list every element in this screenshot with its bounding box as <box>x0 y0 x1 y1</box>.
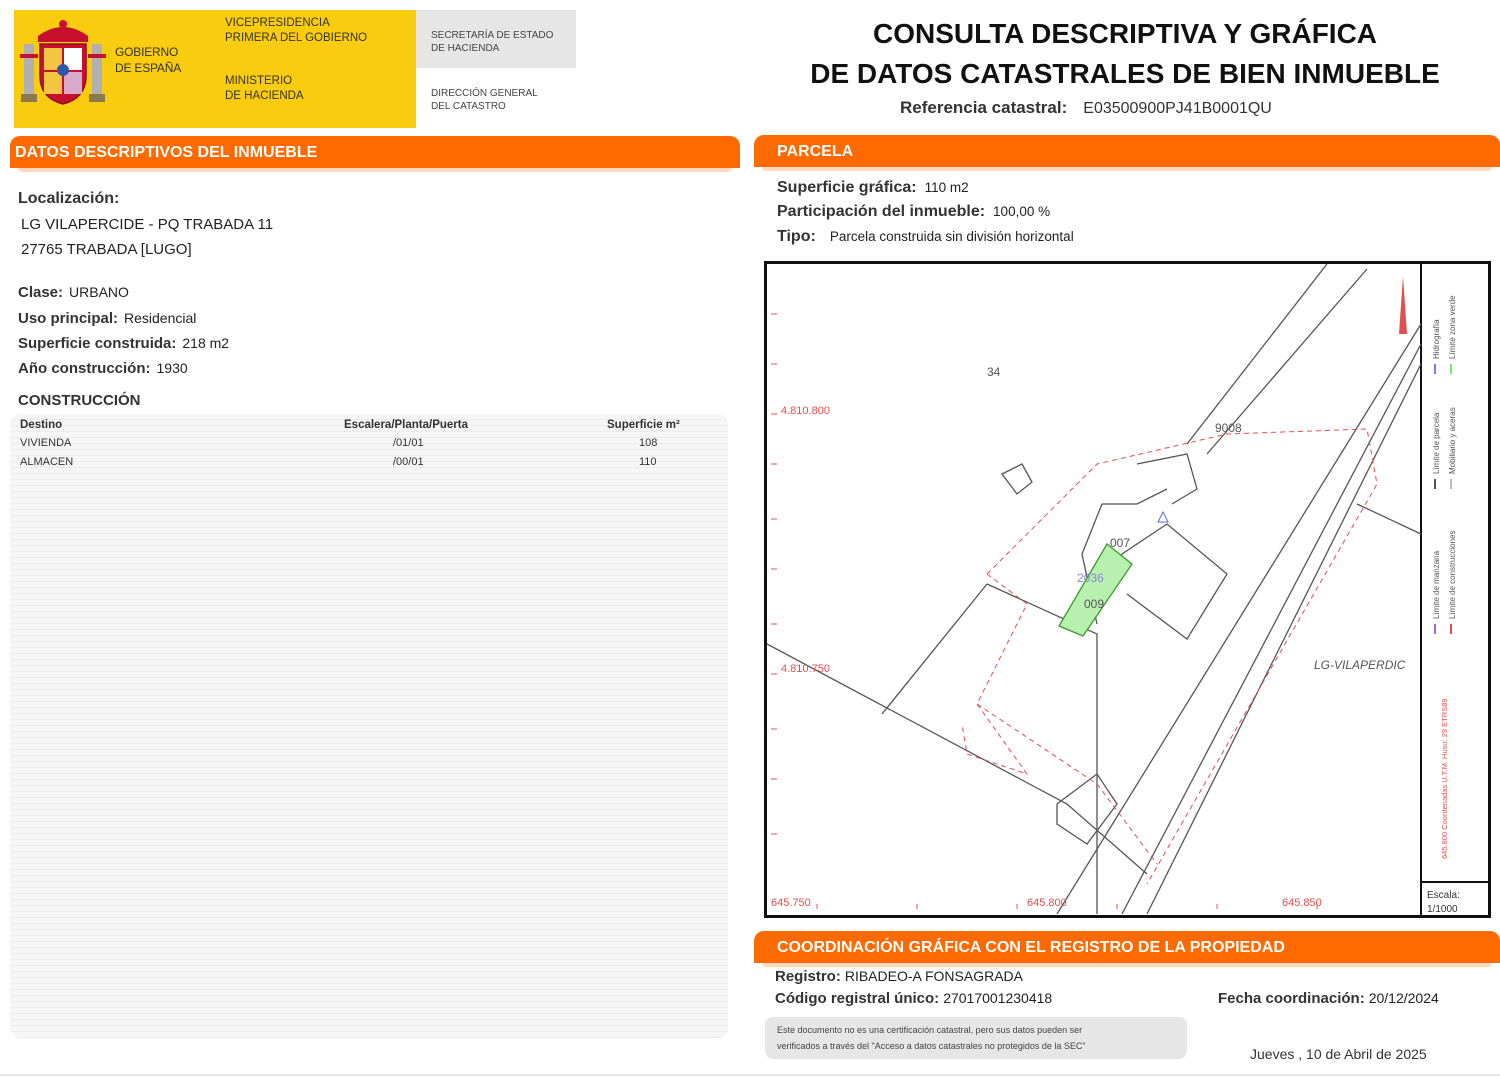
coordination-date-field: Fecha coordinación: 20/12/2024 <box>1218 990 1439 1007</box>
map-label: LG-VILAPERDIC <box>1314 658 1406 672</box>
legend-item: Mobiliario y aceras <box>1448 407 1457 474</box>
table-cell: VIVIENDA <box>20 437 72 449</box>
document-date: Jueves , 10 de Abril de 2025 <box>1250 1046 1427 1062</box>
coat-of-arms-icon <box>18 14 108 109</box>
registry-section-header: COORDINACIÓN GRÁFICA CON EL REGISTRO DE LA PROPIEDAD <box>754 931 1500 963</box>
registry-field: Registro: RIBADEO-A FONSAGRADA <box>775 968 1023 985</box>
coord-label: 645.750 <box>771 897 811 909</box>
cadastral-plan <box>767 264 1488 915</box>
scale-value: 1/1000 <box>1427 904 1458 915</box>
page-title: CONSULTA DESCRIPTIVA Y GRÁFICA DE DATOS CATASTRALES DE BIEN INMUEBLE <box>810 18 1440 89</box>
built-area-field: Superficie construida: 218 m2 <box>18 335 230 352</box>
parcel-section-header: PARCELA <box>754 135 1500 167</box>
table-cell: /01/01 <box>393 437 424 449</box>
coord-label: 645.850 <box>1282 897 1322 909</box>
legend-item: Límite de construcciones <box>1448 530 1457 619</box>
table-header-destino: Destino <box>20 419 63 431</box>
construction-title: CONSTRUCCIÓN <box>18 392 141 409</box>
table-header-area: Superficie m² <box>607 419 680 431</box>
map-label: 009 <box>1084 597 1105 611</box>
legend-item: Límite zona verde <box>1448 295 1457 359</box>
location-label: Localización: <box>18 190 120 207</box>
table-header-floor: Escalera/Planta/Puerta <box>344 419 469 431</box>
construction-year-field: Año construcción: 1930 <box>18 360 188 377</box>
main-use-field: Uso principal: Residencial <box>18 310 197 327</box>
north-arrow-icon <box>1399 276 1407 334</box>
legend-item: Hidrografía <box>1432 319 1441 359</box>
map-label: 34 <box>987 365 1001 379</box>
marker-icon <box>1158 512 1168 522</box>
table-cell: 110 <box>639 456 657 468</box>
descriptive-section-header: DATOS DESCRIPTIVOS DEL INMUEBLE <box>10 136 740 168</box>
participation-field: Participación del inmueble: 100,00 % <box>777 203 1051 220</box>
coord-label: 4.810.750 <box>781 663 830 675</box>
parcel-type-field: Tipo: Parcela construida sin división horizontal <box>777 228 1074 245</box>
ministry-name: MINISTERIO DE HACIENDA <box>225 75 304 102</box>
secretariat-name: SECRETARÍA DE ESTADO DE HACIENDA <box>431 30 554 54</box>
map-label: 007 <box>1110 536 1131 550</box>
location-address: LG VILAPERCIDE - PQ TRABADA 11 <box>21 216 274 233</box>
table-cell: 108 <box>639 437 658 449</box>
construction-table <box>10 414 728 1038</box>
cadastral-reference: Referencia catastral: E03500900PJ41B0001QU <box>900 98 1272 117</box>
registry-code-field: Código registral único: 27017001230418 <box>775 990 1053 1007</box>
legend-item: Límite de parcela <box>1432 412 1441 474</box>
location-city: 27765 TRABADA [LUGO] <box>21 241 192 258</box>
map-label: 9008 <box>1215 421 1242 435</box>
divider <box>0 1074 1500 1076</box>
coord-label: 4.810.800 <box>781 405 830 417</box>
verification-notice: Este documento no es una certificación catastral, pero sus datos pueden ser verificados a través del "Acceso a datos catastrales no protegidos de la SEC" <box>765 1017 1187 1059</box>
map-label: 2036 <box>1077 571 1104 585</box>
directorate-name: DIRECCIÓN GENERAL DEL CATASTRO <box>431 88 538 112</box>
table-cell: /00/01 <box>393 456 424 468</box>
graphic-area-field: Superficie gráfica: 110 m2 <box>777 179 969 196</box>
government-name: GOBIERNO DE ESPAÑA <box>115 45 181 75</box>
parcel-map[interactable] <box>764 261 1491 918</box>
legend-item: Límite de manzana <box>1432 550 1441 619</box>
scale-label: Escala: <box>1427 890 1460 901</box>
legend-coordinates: 645.800 Coordenadas U.T.M. Huso: 29 ETRS89 <box>1440 698 1449 859</box>
table-cell: ALMACEN <box>20 456 74 468</box>
vicepresidency-name: VICEPRESIDENCIA PRIMERA DEL GOBIERNO <box>225 17 368 44</box>
class-field: Clase: URBANO <box>18 284 129 301</box>
coord-label: 645.800 <box>1027 897 1067 909</box>
